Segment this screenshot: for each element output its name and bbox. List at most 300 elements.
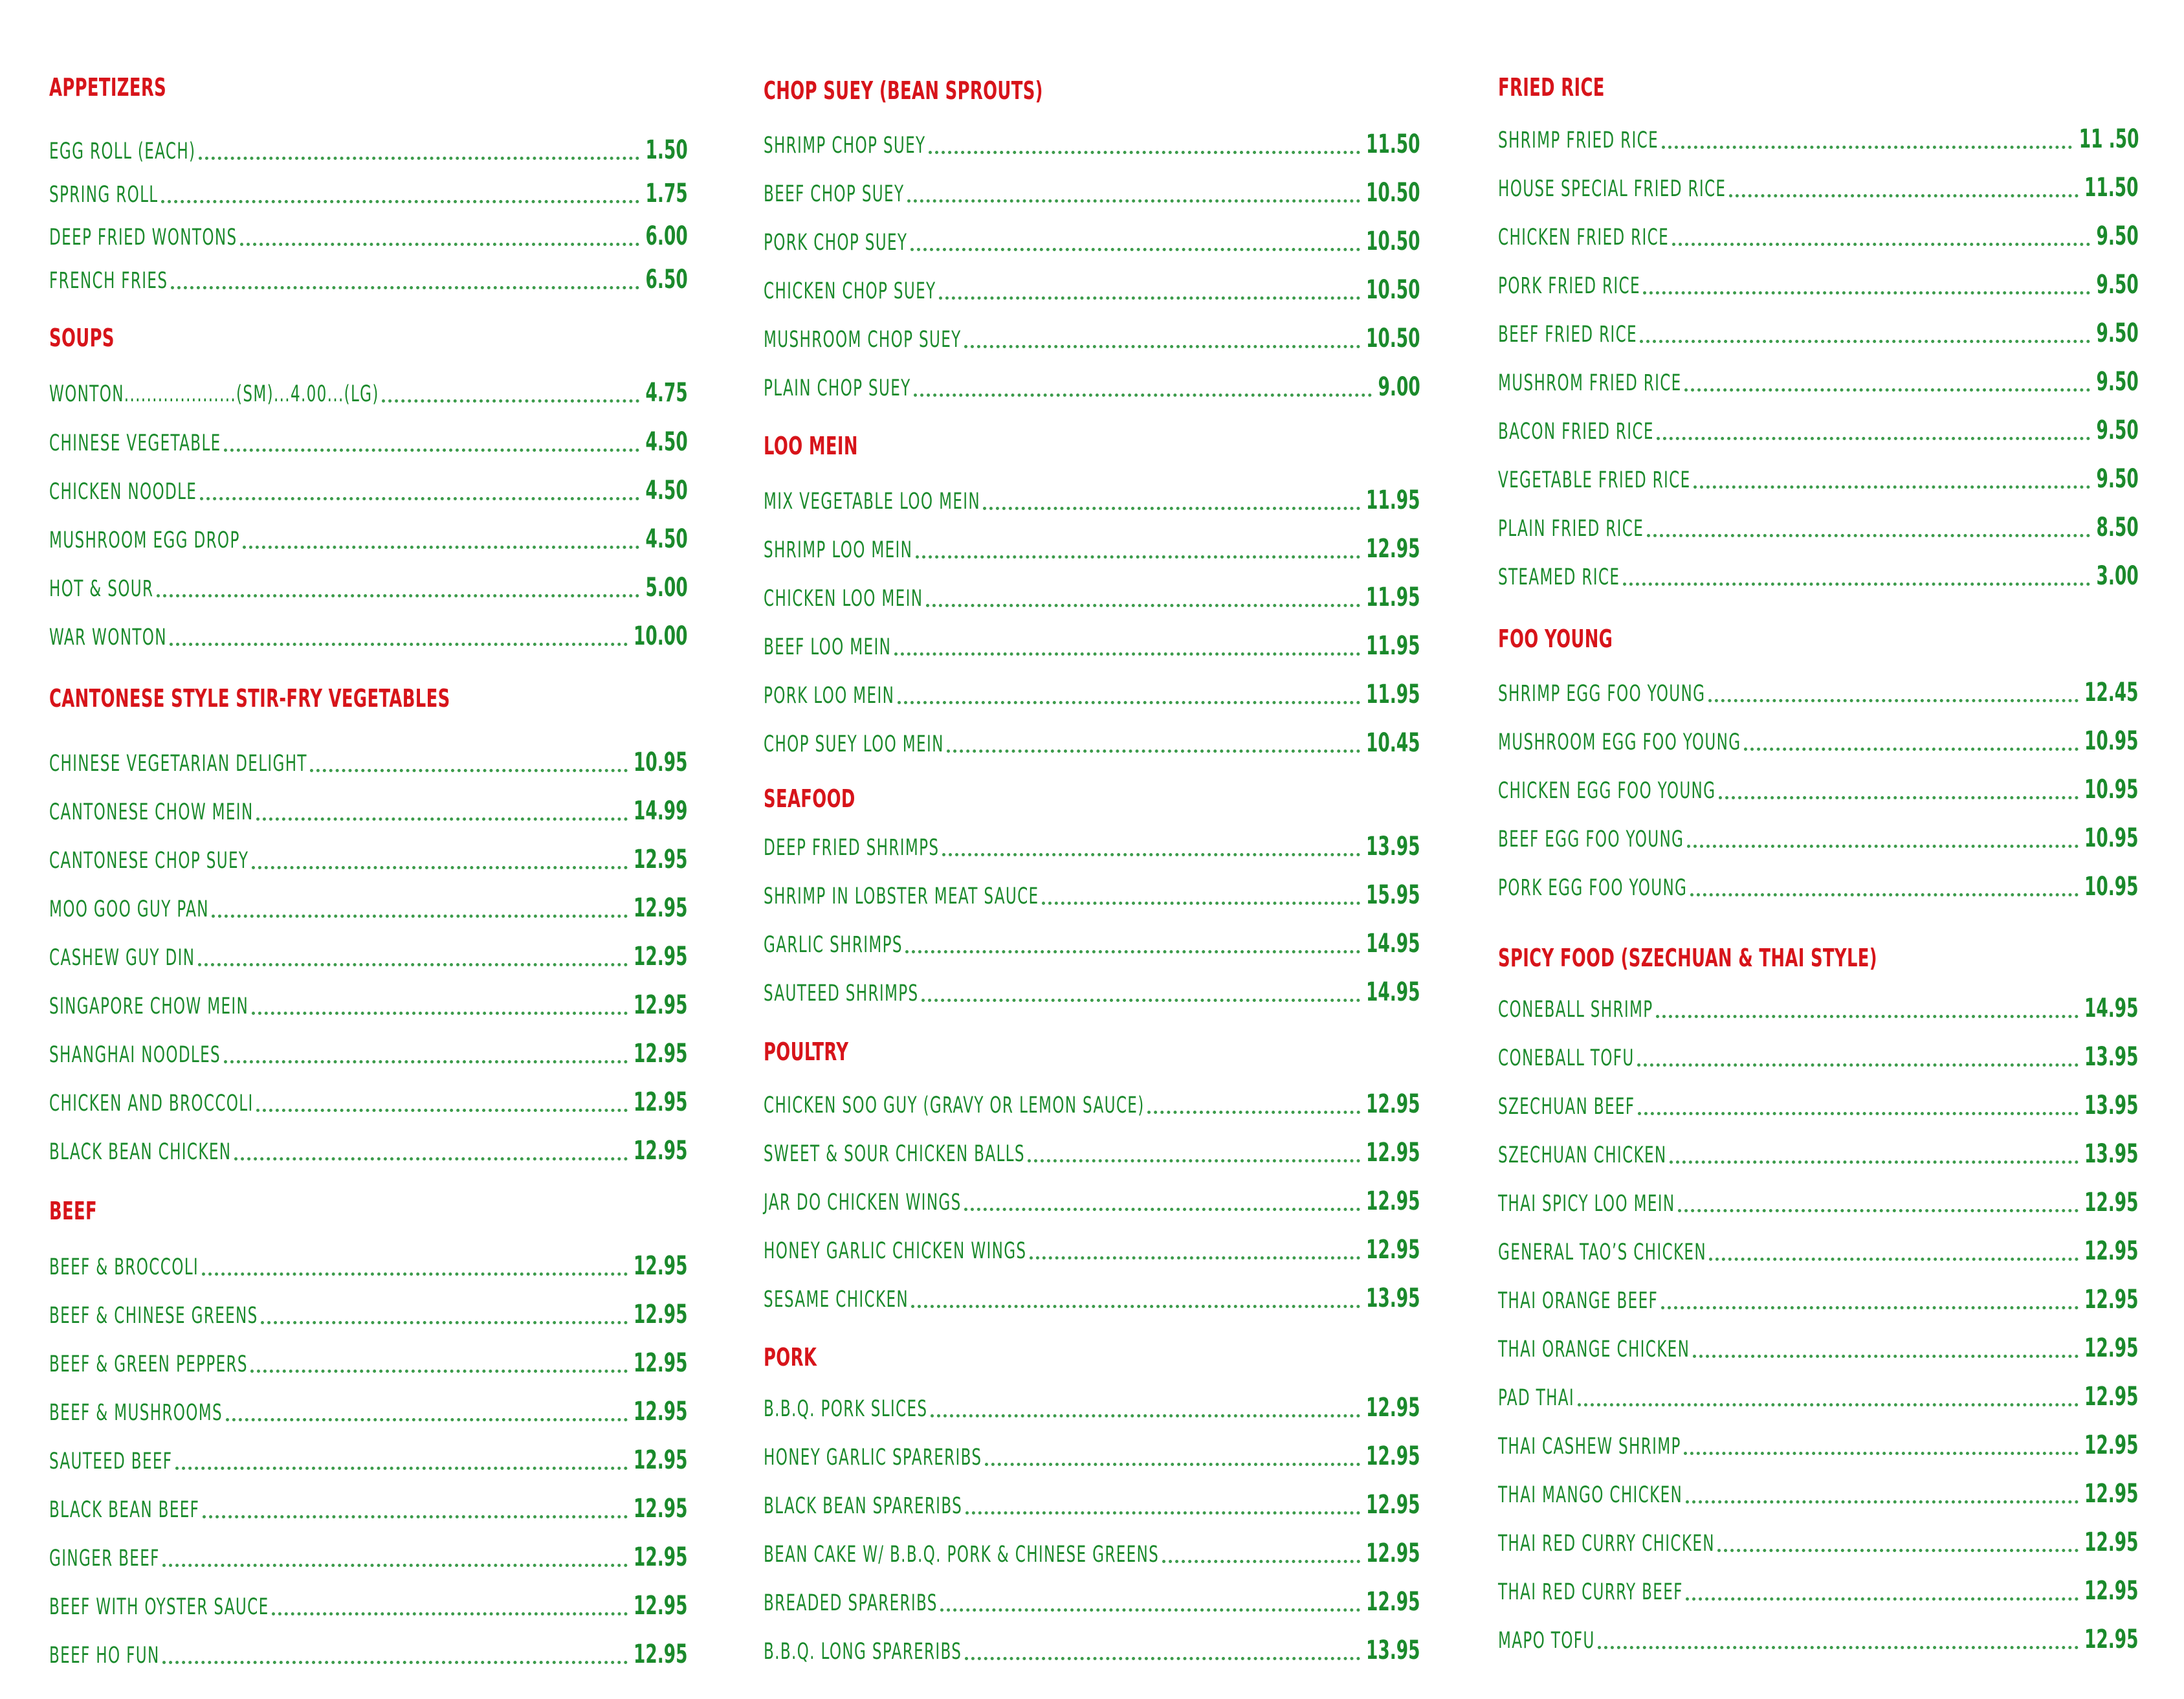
menu-item-name: BEEF WITH OYSTER SAUCE <box>49 1594 269 1620</box>
menu-item-name: SPRING ROLL <box>49 182 159 208</box>
menu-item <box>49 262 688 296</box>
dot-leader <box>256 817 628 821</box>
menu-item-price: 12.95 <box>634 1136 688 1166</box>
dot-leader <box>914 394 1372 397</box>
menu-item-price: 8.50 <box>2096 513 2139 542</box>
menu-item-name: PORK EGG FOO YOUNG <box>1498 875 1688 901</box>
menu-item <box>764 483 1420 516</box>
menu-item-price: 13.95 <box>1366 1283 1420 1313</box>
menu-item-price: 10.95 <box>2084 872 2139 902</box>
menu-item <box>49 745 688 779</box>
dot-leader <box>199 157 639 160</box>
menu-item <box>49 1085 688 1118</box>
menu-item-name: MUSHROOM CHOP SUEY <box>764 327 962 353</box>
menu-item <box>1498 821 2139 854</box>
menu-item-price: 9.50 <box>2096 318 2139 348</box>
menu-item <box>49 522 688 555</box>
menu-item-price: 12.95 <box>634 990 688 1020</box>
dot-leader <box>382 399 639 403</box>
menu-item-price: 12.95 <box>634 845 688 874</box>
menu-item-price: 6.00 <box>645 221 688 251</box>
dot-leader <box>1637 1063 2079 1067</box>
menu-item-price: 12.95 <box>634 1251 688 1281</box>
menu-item-price: 12.45 <box>2084 678 2139 707</box>
menu-item-name: SHRIMP CHOP SUEY <box>764 133 926 159</box>
dot-leader <box>1684 1452 2079 1455</box>
menu-item <box>764 975 1420 1008</box>
dot-leader <box>905 950 1360 953</box>
menu-item-name: PORK LOO MEIN <box>764 683 895 709</box>
menu-item <box>764 926 1420 960</box>
dot-leader <box>1640 340 2090 343</box>
menu-item <box>764 1439 1420 1472</box>
menu-item-name: WONTON....................(SM)...4.00...(LG) <box>49 381 379 407</box>
menu-item-price: 11.95 <box>1366 680 1420 709</box>
menu-item-name: CANTONESE CHOP SUEY <box>49 848 249 874</box>
menu-item-price: 3.00 <box>2096 561 2139 591</box>
section-title: PORK <box>764 1343 817 1371</box>
menu-item-price: 13.95 <box>2084 1091 2139 1120</box>
menu-item <box>764 580 1420 614</box>
menu-item-price: 4.50 <box>645 476 688 505</box>
menu-item-price: 11.50 <box>2084 173 2139 203</box>
menu-item-price: 12.95 <box>2084 1479 2139 1509</box>
menu-item-price: 4.50 <box>645 427 688 457</box>
menu-item-name: GINGER BEEF <box>49 1546 160 1571</box>
menu-item <box>49 842 688 876</box>
menu-item-name: MUSHROOM EGG FOO YOUNG <box>1498 729 1741 755</box>
dot-leader <box>1693 485 2090 489</box>
dot-leader <box>1147 1111 1360 1114</box>
menu-item <box>764 1281 1420 1315</box>
dot-leader <box>1030 1256 1360 1260</box>
dot-leader <box>926 604 1360 607</box>
menu-item <box>1498 1039 2139 1073</box>
menu-item-price: 12.95 <box>634 1542 688 1572</box>
dot-leader <box>898 701 1360 704</box>
dot-leader <box>234 1157 628 1160</box>
dot-leader <box>965 1657 1360 1660</box>
menu-item-price: 14.95 <box>1366 929 1420 959</box>
menu-item-price: 12.95 <box>2084 1527 2139 1557</box>
menu-item-name: MOO GOO GUY PAN <box>49 896 209 922</box>
menu-item <box>49 375 688 409</box>
menu-item <box>49 891 688 924</box>
menu-item-price: 9.50 <box>2096 221 2139 251</box>
menu-item-name: SAUTEED BEEF <box>49 1449 173 1474</box>
dot-leader <box>226 1418 628 1421</box>
menu-item <box>1498 1185 2139 1219</box>
menu-item-name: BLACK BEAN CHICKEN <box>49 1139 232 1165</box>
menu-item-name: CHICKEN EGG FOO YOUNG <box>1498 778 1716 804</box>
dot-leader <box>202 1272 628 1276</box>
dot-leader <box>1670 1160 2079 1164</box>
menu-item <box>764 1135 1420 1169</box>
menu-item-price: 6.50 <box>645 265 688 294</box>
menu-item-price: 12.95 <box>634 942 688 972</box>
menu-item <box>1498 364 2139 398</box>
menu-item-name: MUSHROOM EGG DROP <box>49 527 240 553</box>
section-title: BEEF <box>49 1197 98 1225</box>
dot-leader <box>203 1515 628 1518</box>
dot-leader <box>272 1612 628 1616</box>
menu-item <box>1498 1573 2139 1607</box>
dot-leader <box>170 643 628 646</box>
menu-item-name: STEAMED RICE <box>1498 564 1620 590</box>
menu-item-name: MAPO TOFU <box>1498 1628 1595 1654</box>
menu-item-price: 1.50 <box>645 135 688 165</box>
dot-leader <box>947 750 1360 753</box>
menu-item-price: 10.00 <box>634 621 688 651</box>
dot-leader <box>198 963 628 966</box>
menu-item <box>1498 869 2139 903</box>
menu-item-name: CONEBALL TOFU <box>1498 1045 1635 1071</box>
menu-item-price: 12.95 <box>1366 1538 1420 1568</box>
menu-item-price: 12.95 <box>1366 1490 1420 1520</box>
menu-item-name: BREADED SPARERIBS <box>764 1590 938 1616</box>
menu-item <box>764 272 1420 306</box>
menu-item <box>1498 1476 2139 1510</box>
menu-item <box>764 1487 1420 1521</box>
menu-item-price: 12.95 <box>1366 1089 1420 1119</box>
menu-item-price: 10.50 <box>1366 227 1420 256</box>
menu-item-price: 12.95 <box>1366 1235 1420 1265</box>
menu-item <box>1498 219 2139 252</box>
dot-leader <box>911 1305 1360 1308</box>
dot-leader <box>243 546 639 549</box>
dot-leader <box>964 345 1360 348</box>
menu-item <box>49 1637 688 1671</box>
menu-item <box>1498 675 2139 709</box>
menu-item <box>49 570 688 604</box>
menu-item-name: MUSHROM FRIED RICE <box>1498 370 1682 396</box>
menu-item <box>1498 1234 2139 1267</box>
menu-item-name: PAD THAI <box>1498 1385 1575 1411</box>
menu-item-name: BEAN CAKE W/ B.B.Q. PORK & CHINESE GREENS <box>764 1542 1160 1568</box>
menu-item-price: 12.95 <box>2084 1576 2139 1606</box>
menu-item-price: 11 .50 <box>2079 124 2139 154</box>
menu-item <box>49 619 688 652</box>
menu-item <box>1498 170 2139 204</box>
menu-item-price: 12.95 <box>634 1494 688 1524</box>
menu-item <box>49 1588 688 1622</box>
dot-leader <box>907 199 1360 203</box>
menu-item <box>49 1394 688 1428</box>
menu-item <box>764 1536 1420 1570</box>
menu-item-name: SHRIMP IN LOBSTER MEAT SAUCE <box>764 883 1039 909</box>
menu-item-price: 12.95 <box>2084 1382 2139 1412</box>
menu-item-price: 12.95 <box>634 1087 688 1117</box>
menu-item-price: 9.00 <box>1378 372 1420 402</box>
menu-item-name: SHRIMP EGG FOO YOUNG <box>1498 681 1706 707</box>
menu-item-name: B.B.Q. LONG SPARERIBS <box>764 1639 962 1665</box>
menu-item-name: SHRIMP FRIED RICE <box>1498 128 1659 153</box>
section-title: SOUPS <box>49 324 115 352</box>
menu-item-price: 11.95 <box>1366 583 1420 612</box>
menu-item-price: 9.50 <box>2096 367 2139 397</box>
menu-item <box>764 1633 1420 1667</box>
dot-leader <box>1643 291 2090 294</box>
menu-item-price: 1.75 <box>645 179 688 208</box>
dot-leader <box>157 594 639 597</box>
menu-item-name: THAI RED CURRY CHICKEN <box>1498 1531 1715 1557</box>
section-title: SPICY FOOD (SZECHUAN & THAI STYLE) <box>1498 944 1877 972</box>
dot-leader <box>1662 146 2072 149</box>
dot-leader <box>1684 388 2090 392</box>
menu-item-name: CHICKEN SOO GUY (GRAVY OR LEMON SAUCE) <box>764 1093 1145 1118</box>
menu-item <box>1498 1137 2139 1170</box>
menu-item-name: JAR DO CHICKEN WINGS <box>764 1190 962 1216</box>
menu-item-price: 12.95 <box>2084 1430 2139 1460</box>
dot-leader <box>1672 243 2090 246</box>
menu-item-name: HONEY GARLIC SPARERIBS <box>764 1445 982 1471</box>
dot-leader <box>212 915 628 918</box>
menu-item-name: CHICKEN NOODLE <box>49 479 197 505</box>
menu-item <box>1498 461 2139 495</box>
dot-leader <box>916 555 1360 559</box>
menu-item-name: BEEF & GREEN PEPPERS <box>49 1351 248 1377</box>
menu-item-name: SWEET & SOUR CHICKEN BALLS <box>764 1141 1025 1167</box>
menu-item <box>49 473 688 507</box>
menu-item-name: FRENCH FRIES <box>49 268 168 294</box>
menu-item-name: CHICKEN LOO MEIN <box>764 586 923 612</box>
dot-leader <box>1690 893 2079 896</box>
menu-item <box>49 176 688 210</box>
menu-item-name: BEEF EGG FOO YOUNG <box>1498 827 1684 852</box>
menu-item-price: 11.95 <box>1366 631 1420 661</box>
dot-leader <box>240 243 639 246</box>
menu-item-name: CHICKEN AND BROCCOLI <box>49 1091 254 1116</box>
menu-item-price: 10.95 <box>2084 823 2139 853</box>
menu-item <box>49 794 688 827</box>
menu-item-price: 14.99 <box>634 796 688 826</box>
menu-item-name: THAI ORANGE BEEF <box>1498 1288 1659 1314</box>
menu-item <box>1498 1282 2139 1316</box>
menu-item-name: SINGAPORE CHOW MEIN <box>49 994 249 1019</box>
dot-leader <box>942 853 1360 856</box>
dot-leader <box>175 1467 628 1470</box>
menu-item <box>764 829 1420 863</box>
menu-item-price: 4.75 <box>645 378 688 408</box>
menu-item <box>764 370 1420 403</box>
menu-item <box>764 531 1420 565</box>
menu-item-name: DEEP FRIED WONTONS <box>49 225 237 250</box>
menu-item-price: 12.95 <box>634 1639 688 1669</box>
section-title: FRIED RICE <box>1498 73 1605 102</box>
menu-item-name: THAI SPICY LOO MEIN <box>1498 1191 1675 1217</box>
menu-item <box>49 1540 688 1573</box>
dot-leader <box>162 1661 628 1664</box>
menu-item <box>764 321 1420 355</box>
section-title: SEAFOOD <box>764 784 855 813</box>
menu-item-name: THAI CASHEW SHRIMP <box>1498 1434 1681 1460</box>
menu-item-name: THAI MANGO CHICKEN <box>1498 1482 1683 1508</box>
dot-leader <box>200 497 639 500</box>
dot-leader <box>1709 1258 2079 1261</box>
menu-item-name: CHINESE VEGETARIAN DELIGHT <box>49 751 307 777</box>
menu-item-price: 10.95 <box>2084 726 2139 756</box>
menu-item-name: HOT & SOUR <box>49 576 154 602</box>
menu-item-name: BEEF LOO MEIN <box>764 634 892 660</box>
menu-item-price: 12.95 <box>634 1039 688 1069</box>
dot-leader <box>1717 1549 2079 1552</box>
menu-item-name: EGG ROLL (EACH) <box>49 139 196 164</box>
dot-leader <box>1708 699 2079 702</box>
dot-leader <box>1638 1112 2079 1115</box>
menu-item <box>49 1036 688 1070</box>
dot-leader <box>261 1321 628 1324</box>
menu-item-price: 12.95 <box>1366 1186 1420 1216</box>
menu-item-price: 12.95 <box>634 893 688 923</box>
dot-leader <box>921 999 1360 1002</box>
menu-item-price: 10.45 <box>1366 728 1420 758</box>
menu-item <box>49 425 688 458</box>
menu-item <box>1498 1525 2139 1559</box>
menu-item-price: 12.95 <box>1366 1138 1420 1168</box>
menu-item-name: BEEF FRIED RICE <box>1498 322 1637 348</box>
dot-leader <box>1598 1646 2079 1649</box>
section-title: FOO YOUNG <box>1498 625 1613 653</box>
menu-item-name: CHICKEN FRIED RICE <box>1498 225 1670 250</box>
dot-leader <box>161 200 639 203</box>
dot-leader <box>256 1109 628 1112</box>
menu-item <box>1498 1622 2139 1656</box>
dot-leader <box>171 286 639 289</box>
menu-item-name: SAUTEED SHRIMPS <box>764 981 919 1006</box>
menu-item-price: 9.50 <box>2096 270 2139 300</box>
menu-item <box>1498 1379 2139 1413</box>
menu-item-price: 13.95 <box>1366 832 1420 861</box>
dot-leader <box>983 507 1360 510</box>
dot-leader <box>1028 1159 1360 1162</box>
menu-item-price: 10.95 <box>2084 775 2139 805</box>
dot-leader <box>1678 1209 2079 1212</box>
menu-item-name: THAI RED CURRY BEEF <box>1498 1579 1683 1605</box>
dot-leader <box>1719 796 2079 799</box>
dot-leader <box>162 1564 628 1567</box>
menu-item-price: 11.50 <box>1366 129 1420 159</box>
menu-item-price: 14.95 <box>1366 977 1420 1007</box>
menu-item <box>49 939 688 973</box>
dot-leader <box>252 1012 628 1015</box>
menu-item <box>49 133 688 166</box>
dot-leader <box>224 449 639 452</box>
dot-leader <box>939 296 1360 300</box>
menu-item-name: SZECHUAN BEEF <box>1498 1094 1635 1120</box>
menu-item-price: 14.95 <box>2084 994 2139 1023</box>
dot-leader <box>985 1463 1360 1466</box>
menu-item-name: DEEP FRIED SHRIMPS <box>764 835 940 861</box>
menu-item-name: SHRIMP LOO MEIN <box>764 537 913 563</box>
dot-leader <box>910 248 1360 251</box>
menu-item-name: BEEF & CHINESE GREENS <box>49 1303 258 1329</box>
menu-item <box>764 1087 1420 1120</box>
menu-item <box>1498 413 2139 447</box>
menu-item-name: CHINESE VEGETABLE <box>49 430 221 456</box>
menu-item-name: BACON FRIED RICE <box>1498 419 1654 445</box>
menu-item <box>764 1232 1420 1266</box>
menu-item-price: 9.50 <box>2096 464 2139 494</box>
menu-item <box>49 1443 688 1476</box>
menu-item-name: CONEBALL SHRIMP <box>1498 997 1653 1023</box>
dot-leader <box>1623 583 2090 586</box>
menu-item-name: VEGETABLE FRIED RICE <box>1498 467 1691 493</box>
menu-item <box>1498 1331 2139 1364</box>
dot-leader <box>252 866 628 869</box>
menu-item-price: 13.95 <box>2084 1139 2139 1169</box>
dot-leader <box>1042 902 1360 905</box>
menu-item <box>1498 559 2139 592</box>
dot-leader <box>250 1370 628 1373</box>
menu-item-price: 12.95 <box>1366 1587 1420 1617</box>
menu-item <box>1498 316 2139 350</box>
menu-item-name: PLAIN CHOP SUEY <box>764 375 911 401</box>
menu-item-name: SESAME CHICKEN <box>764 1287 909 1313</box>
menu-item-price: 12.95 <box>634 1445 688 1475</box>
menu-item-name: CHOP SUEY LOO MEIN <box>764 731 944 757</box>
dot-leader <box>224 1060 628 1063</box>
menu-item <box>49 1249 688 1282</box>
menu-item-price: 15.95 <box>1366 880 1420 910</box>
dot-leader <box>929 151 1360 154</box>
dot-leader <box>1578 1403 2079 1406</box>
menu-item <box>1498 991 2139 1025</box>
menu-item <box>49 1491 688 1525</box>
menu-item-name: BEEF HO FUN <box>49 1643 160 1669</box>
menu-item-price: 13.95 <box>1366 1636 1420 1665</box>
menu-item <box>1498 267 2139 301</box>
menu-item <box>764 224 1420 258</box>
menu-item <box>1498 1428 2139 1461</box>
menu-item-name: PLAIN FRIED RICE <box>1498 516 1644 542</box>
menu-item-price: 12.95 <box>2084 1236 2139 1266</box>
menu-item <box>1498 724 2139 757</box>
menu-item-price: 12.95 <box>1366 1393 1420 1423</box>
menu-item-name: CHICKEN CHOP SUEY <box>764 278 936 304</box>
menu-item-price: 12.95 <box>2084 1188 2139 1217</box>
dot-leader <box>1657 437 2090 440</box>
menu-item-price: 12.95 <box>2084 1333 2139 1363</box>
menu-item-name: CASHEW GUY DIN <box>49 945 195 971</box>
dot-leader <box>965 1511 1360 1515</box>
menu-item-name: BEEF & BROCCOLI <box>49 1254 199 1280</box>
menu-item-price: 12.95 <box>634 1591 688 1621</box>
menu-item-price: 10.50 <box>1366 275 1420 305</box>
menu-item <box>1498 1088 2139 1122</box>
section-title: CANTONESE STYLE STIR-FRY VEGETABLES <box>49 684 450 713</box>
dot-leader <box>1656 1015 2079 1018</box>
menu-item <box>49 1133 688 1167</box>
menu-item-price: 10.50 <box>1366 324 1420 353</box>
menu-item-price: 4.50 <box>645 524 688 554</box>
dot-leader <box>1686 1500 2079 1504</box>
menu-item <box>49 988 688 1021</box>
menu-item-name: BEEF CHOP SUEY <box>764 181 905 207</box>
menu-item-name: GENERAL TAO’S CHICKEN <box>1498 1239 1706 1265</box>
menu-item-price: 12.95 <box>634 1300 688 1329</box>
menu-item-name: HOUSE SPECIAL FRIED RICE <box>1498 176 1726 202</box>
menu-item-price: 11.95 <box>1366 485 1420 515</box>
dot-leader <box>1729 194 2079 197</box>
menu-item <box>764 127 1420 161</box>
menu-item-price: 9.50 <box>2096 416 2139 445</box>
menu-item <box>764 628 1420 662</box>
dot-leader <box>1744 748 2079 751</box>
menu-item-name: PORK CHOP SUEY <box>764 230 908 256</box>
menu-item-price: 5.00 <box>645 573 688 603</box>
menu-item-price: 12.95 <box>2084 1285 2139 1315</box>
menu-item <box>49 1297 688 1331</box>
